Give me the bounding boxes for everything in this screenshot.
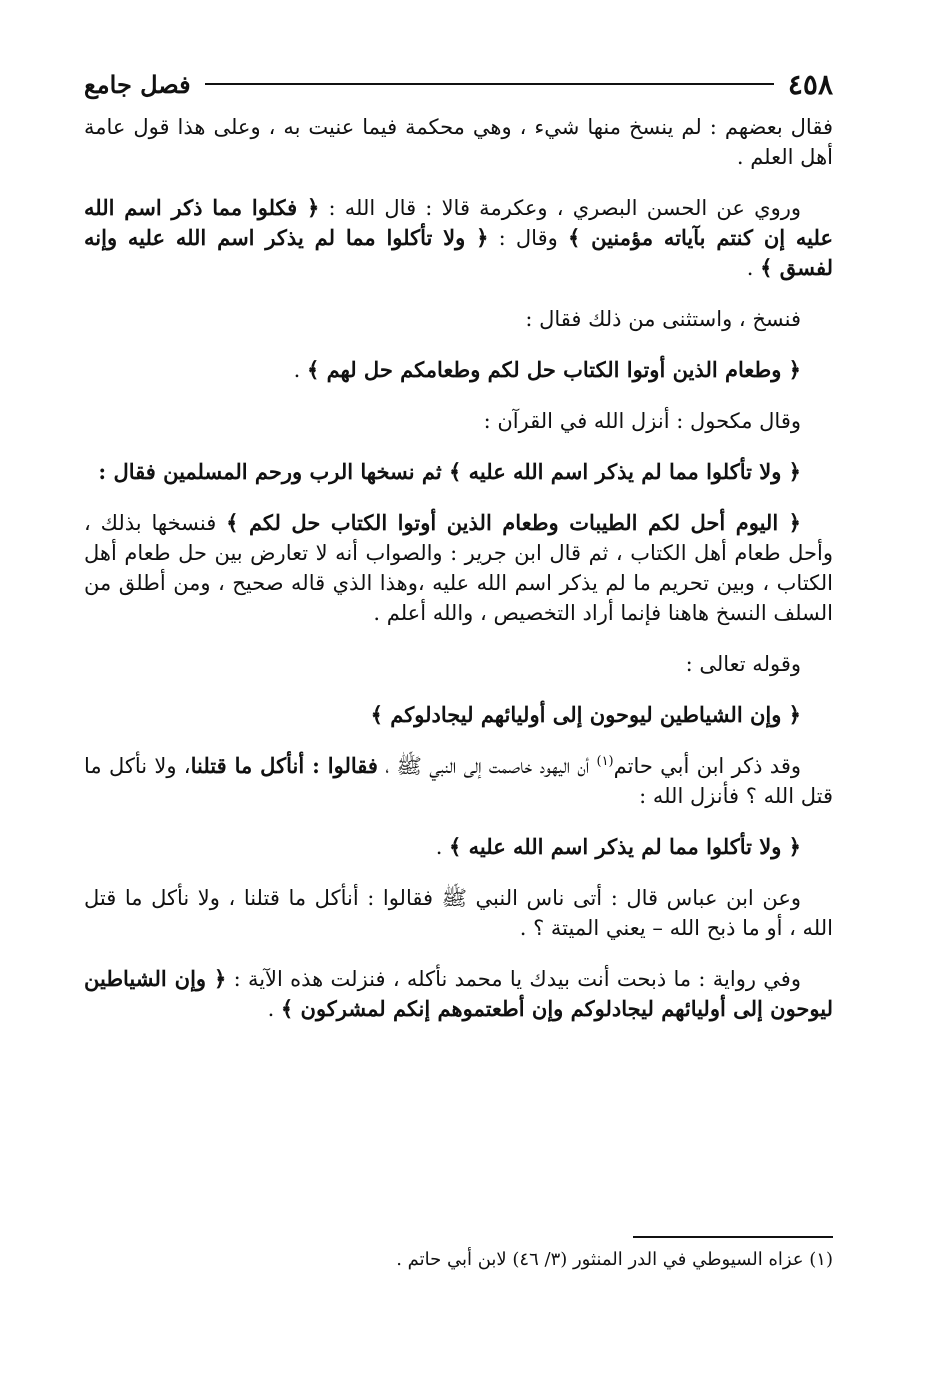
paragraph-13: [84, 964, 833, 1024]
paragraph-1: [84, 112, 833, 172]
paragraph-6: [84, 457, 833, 487]
paragraph-10: [84, 751, 833, 811]
paragraph-10-text-a: وقد ذكر ابن أبي حاتم: [613, 754, 802, 778]
paragraph-11: [84, 832, 833, 862]
quran-verse: ﴿ فكلوا مما ذكر اسم الله عليه إن كنتم بآياته مؤمنين ﴾: [84, 195, 834, 250]
paragraph-5-text: وقال مكحول : أنزل الله في القرآن :: [483, 409, 801, 433]
paragraph-5: [84, 406, 833, 436]
quran-verse: ﴿ اليوم أحل لكم الطيبات وطعام الذين أوتوا الكتاب حل لكم ﴾: [226, 510, 801, 535]
paragraph-10-bold: فقالوا : أنأكل ما قتلنا: [190, 753, 378, 778]
paragraph-4-end: .: [293, 358, 307, 382]
page-number: ٤٥٨: [787, 67, 833, 101]
paragraph-7-text: فنسخها بذلك ، وأحل طعام أهل الكتاب ، ثم قال ابن جرير : والصواب أنه لا تعارض بين حل طعام أهل الكتاب ، وبين تحريم ما لم يذكر اسم الله عليه ،وهذا الذي قاله صحيح ، ومن أطلق من السلف النسخ هاهنا فإنما أراد التخصيص ، والله أعلم .: [84, 511, 833, 625]
paragraph-12-text: وعن ابن عباس قال : أتى ناس النبي ﷺ فقالوا : أنأكل ما قتلنا ، ولا نأكل ما قتل الله ، أو ما ذبح الله – يعني الميتة ؟ .: [84, 886, 833, 940]
paragraph-11-end: .: [435, 835, 450, 859]
section-title: فصل جامع: [84, 69, 191, 99]
page-body: [84, 112, 833, 1045]
header-divider: [205, 83, 774, 85]
paragraph-1-text: فقال بعضهم : لم ينسخ منها شيء ، وهي محكمة فيما عنيت به ، وعلى هذا قول عامة أهل العلم .: [84, 115, 833, 169]
footnote-divider: [633, 1236, 833, 1238]
paragraph-13-end: .: [267, 997, 281, 1021]
footnote-reference: (١): [596, 754, 614, 769]
quran-verse: ﴿ وإن الشياطين ليوحون إلى أوليائهم ليجادلوكم وإن أطعتموهم إنكم لمشركون ﴾: [84, 966, 833, 1021]
page-header: [84, 64, 833, 104]
paragraph-10-text-b: أن اليهود خاصمت إلى النبي ﷺ ،: [377, 754, 597, 778]
paragraph-2-text-b: وقال :: [488, 226, 568, 250]
paragraph-12: [84, 883, 833, 943]
quran-verse: ﴿ ولا تأكلوا مما لم يذكر اسم الله عليه ﴾: [449, 834, 801, 859]
quran-verse: ﴿ ولا تأكلوا مما لم يذكر اسم الله عليه وإنه لفسق ﴾: [84, 225, 833, 280]
paragraph-13-text-a: وفي رواية : ما ذبحت أنت بيدك يا محمد نأكله ، فنزلت هذه الآية :: [226, 967, 801, 991]
paragraph-3: [84, 304, 833, 334]
paragraph-6-text: ثم نسخها الرب ورحم المسلمين فقال :: [98, 459, 450, 484]
paragraph-4: [84, 355, 833, 385]
paragraph-2-text-c: .: [746, 256, 761, 280]
paragraph-7: [84, 508, 833, 628]
footnote-text: (١) عزاه السيوطي في الدر المنثور (٣/ ٤٦) لابن أبي حاتم .: [396, 1249, 833, 1270]
paragraph-2-text-a: وروي عن الحسن البصري ، وعكرمة قالا : قال الله :: [319, 196, 801, 220]
paragraph-10-text-c: ، ولا نأكل ما قتل الله ؟ فأنزل الله :: [84, 754, 833, 808]
paragraph-9: [84, 700, 833, 730]
paragraph-8: [84, 649, 833, 679]
paragraph-2: [84, 193, 833, 283]
quran-verse: ﴿ وطعام الذين أوتوا الكتاب حل لكم وطعامكم حل لهم ﴾: [306, 357, 801, 382]
paragraph-3-text: فنسخ ، واستثنى من ذلك فقال :: [525, 307, 801, 331]
quran-verse: ﴿ ولا تأكلوا مما لم يذكر اسم الله عليه ﴾: [449, 459, 801, 484]
quran-verse: ﴿ وإن الشياطين ليوحون إلى أوليائهم ليجادلوكم ﴾: [370, 702, 801, 727]
paragraph-8-text: وقوله تعالى :: [685, 652, 801, 676]
footnote: [84, 1246, 833, 1274]
